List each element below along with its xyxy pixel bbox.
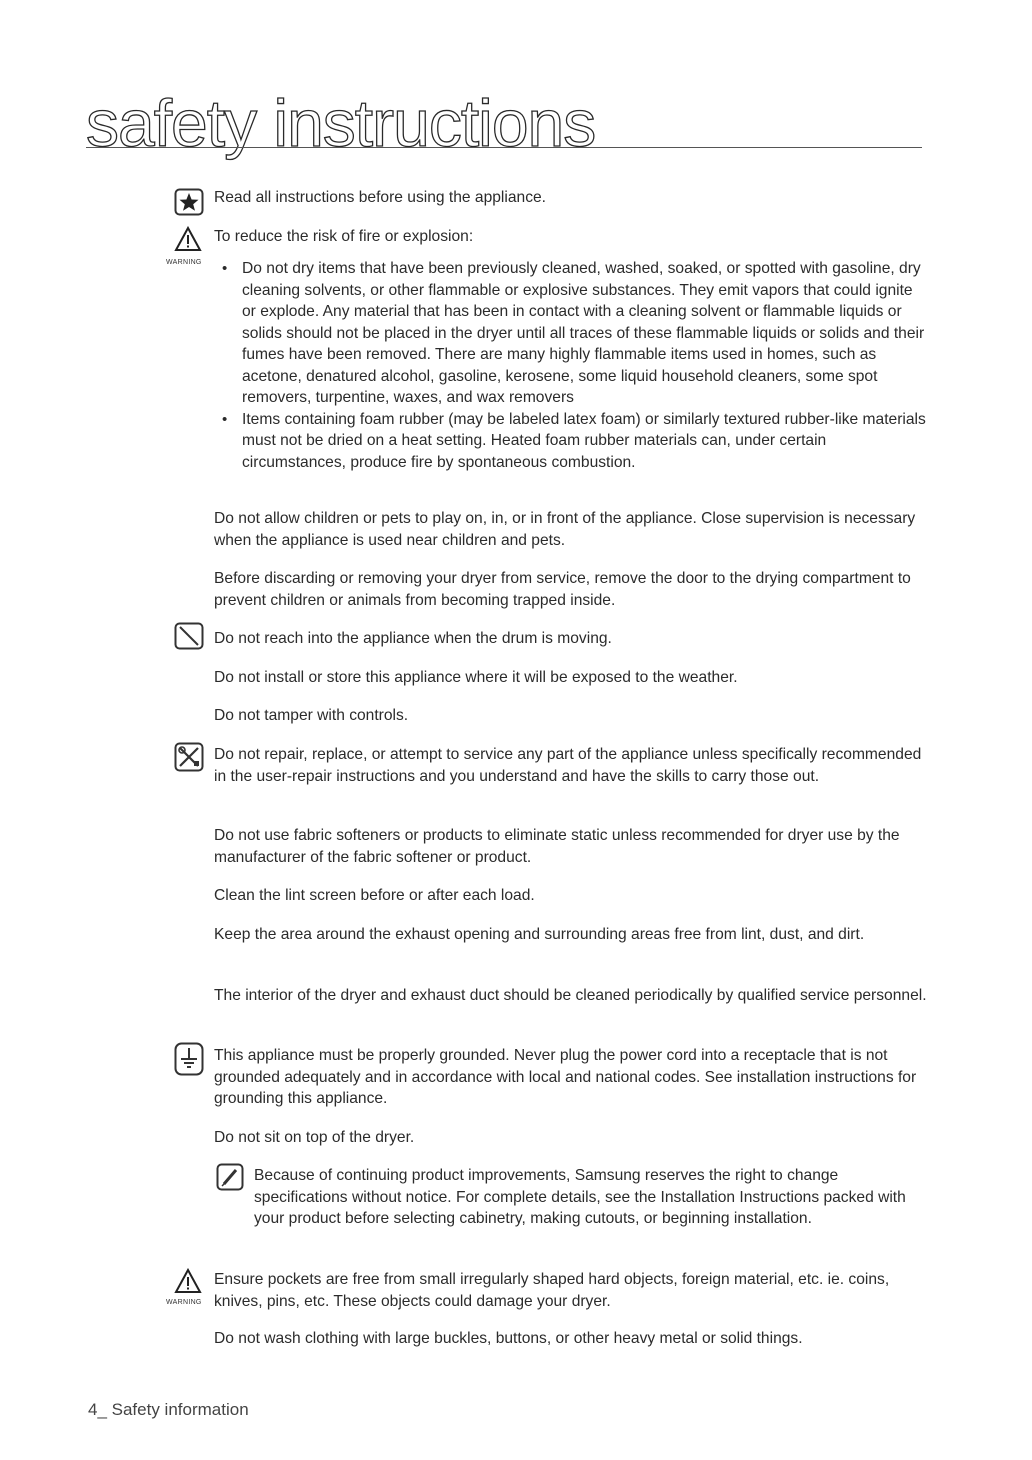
grounding-instruction: This appliance must be properly grounded. Never plug the power cord into a receptacle that is not grounded adequately and in accordance with local and national codes. See installation instructions for grounding this appliance.	[214, 1047, 917, 1107]
children-warning: Do not allow children or pets to play on, in, or in front of the appliance. Close supervision is necessary when the appliance is used near children and pets.	[214, 510, 916, 549]
page-title: safety instructions	[86, 86, 596, 160]
discard-instructions: Before discarding or removing your dryer from service, remove the door to the drying compartment to prevent children or animals from becoming trapped inside.	[214, 570, 911, 609]
fire-risk-list	[220, 258, 926, 473]
note-pencil-icon	[216, 1163, 244, 1191]
warning-triangle-icon	[174, 1268, 202, 1294]
warning-triangle-icon	[174, 226, 202, 252]
bullet-icon: •	[222, 260, 228, 277]
no-reach-warning: Do not reach into the appliance when the drum is moving.	[214, 630, 612, 647]
no-install-warning: Do not install or store this appliance where it will be exposed to the weather.	[214, 669, 738, 686]
read-all-instructions: Read all instructions before using the appliance.	[214, 189, 547, 206]
no-sit-warning: Do not sit on top of the dryer.	[214, 1129, 415, 1146]
list-item: • Items containing foam rubber (may be labeled latex foam) or similarly textured rubber-like materials must not be dried on a heat setting. Heated foam rubber materials can, under certain circumstances, produce fire by spontaneous combustion.	[222, 410, 926, 471]
fire-risk-intro: To reduce the risk of fire or explosion:	[214, 228, 474, 245]
prohibition-icon	[174, 622, 204, 650]
list-item: • Do not dry items that have been previously cleaned, washed, soaked, or spotted with gasoline, dry cleaning solvents, or other flammable or explosive substances. They emit vapors that could ignite or explode. Any material that has been in contact with a cleaning solvent or flammable liquids or solids should not be placed in the dryer until all traces of these flammable liquids or solids and their fumes have been removed. There are many highly flammable items used in homes, such as acetone, denatured alcohol, gasoline, kerosene, some liquid household cleaners, some spot removers, turpentine, waxes, and wax removers	[222, 260, 925, 406]
bullet-icon: •	[222, 410, 228, 428]
lint-screen-instruction: Clean the lint screen before or after each load.	[214, 887, 535, 904]
interior-cleaning-instruction: The interior of the dryer and exhaust duct should be cleaned periodically by qualified service personnel.	[214, 987, 927, 1004]
no-disassembly-icon	[174, 742, 204, 772]
no-repair-warning: Do not repair, replace, or attempt to service any part of the appliance unless specifically recommended in the user-repair instructions and you understand and have the skills to carry those out.	[214, 746, 922, 785]
ground-icon	[174, 1042, 204, 1076]
title-rule	[86, 147, 922, 148]
pockets-warning: Ensure pockets are free from small irregularly shaped hard objects, foreign material, etc. ie. coins, knives, pins, etc. These objects could damage your dryer.	[214, 1271, 890, 1310]
page-footer: 4_ Safety information	[88, 1400, 249, 1419]
no-tamper-warning: Do not tamper with controls.	[214, 707, 409, 724]
fabric-softener-warning: Do not use fabric softeners or products to eliminate static unless recommended for dryer use by the manufacturer of the fabric softener or product.	[214, 827, 900, 866]
no-metal-warning: Do not wash clothing with large buckles, buttons, or other heavy metal or solid things.	[214, 1330, 803, 1347]
exhaust-area-instruction: Keep the area around the exhaust opening and surrounding areas free from lint, dust, and dirt.	[214, 926, 865, 943]
warning-label: WARNING	[166, 1299, 202, 1306]
product-improvement-note: Because of continuing product improvements, Samsung reserves the right to change specifications without notice. For complete details, see the Installation Instructions packed with your product before selecting cabinetry, making cutouts, or beginning installation.	[254, 1167, 906, 1227]
warning-label: WARNING	[166, 259, 202, 266]
important-star-icon	[174, 188, 204, 216]
